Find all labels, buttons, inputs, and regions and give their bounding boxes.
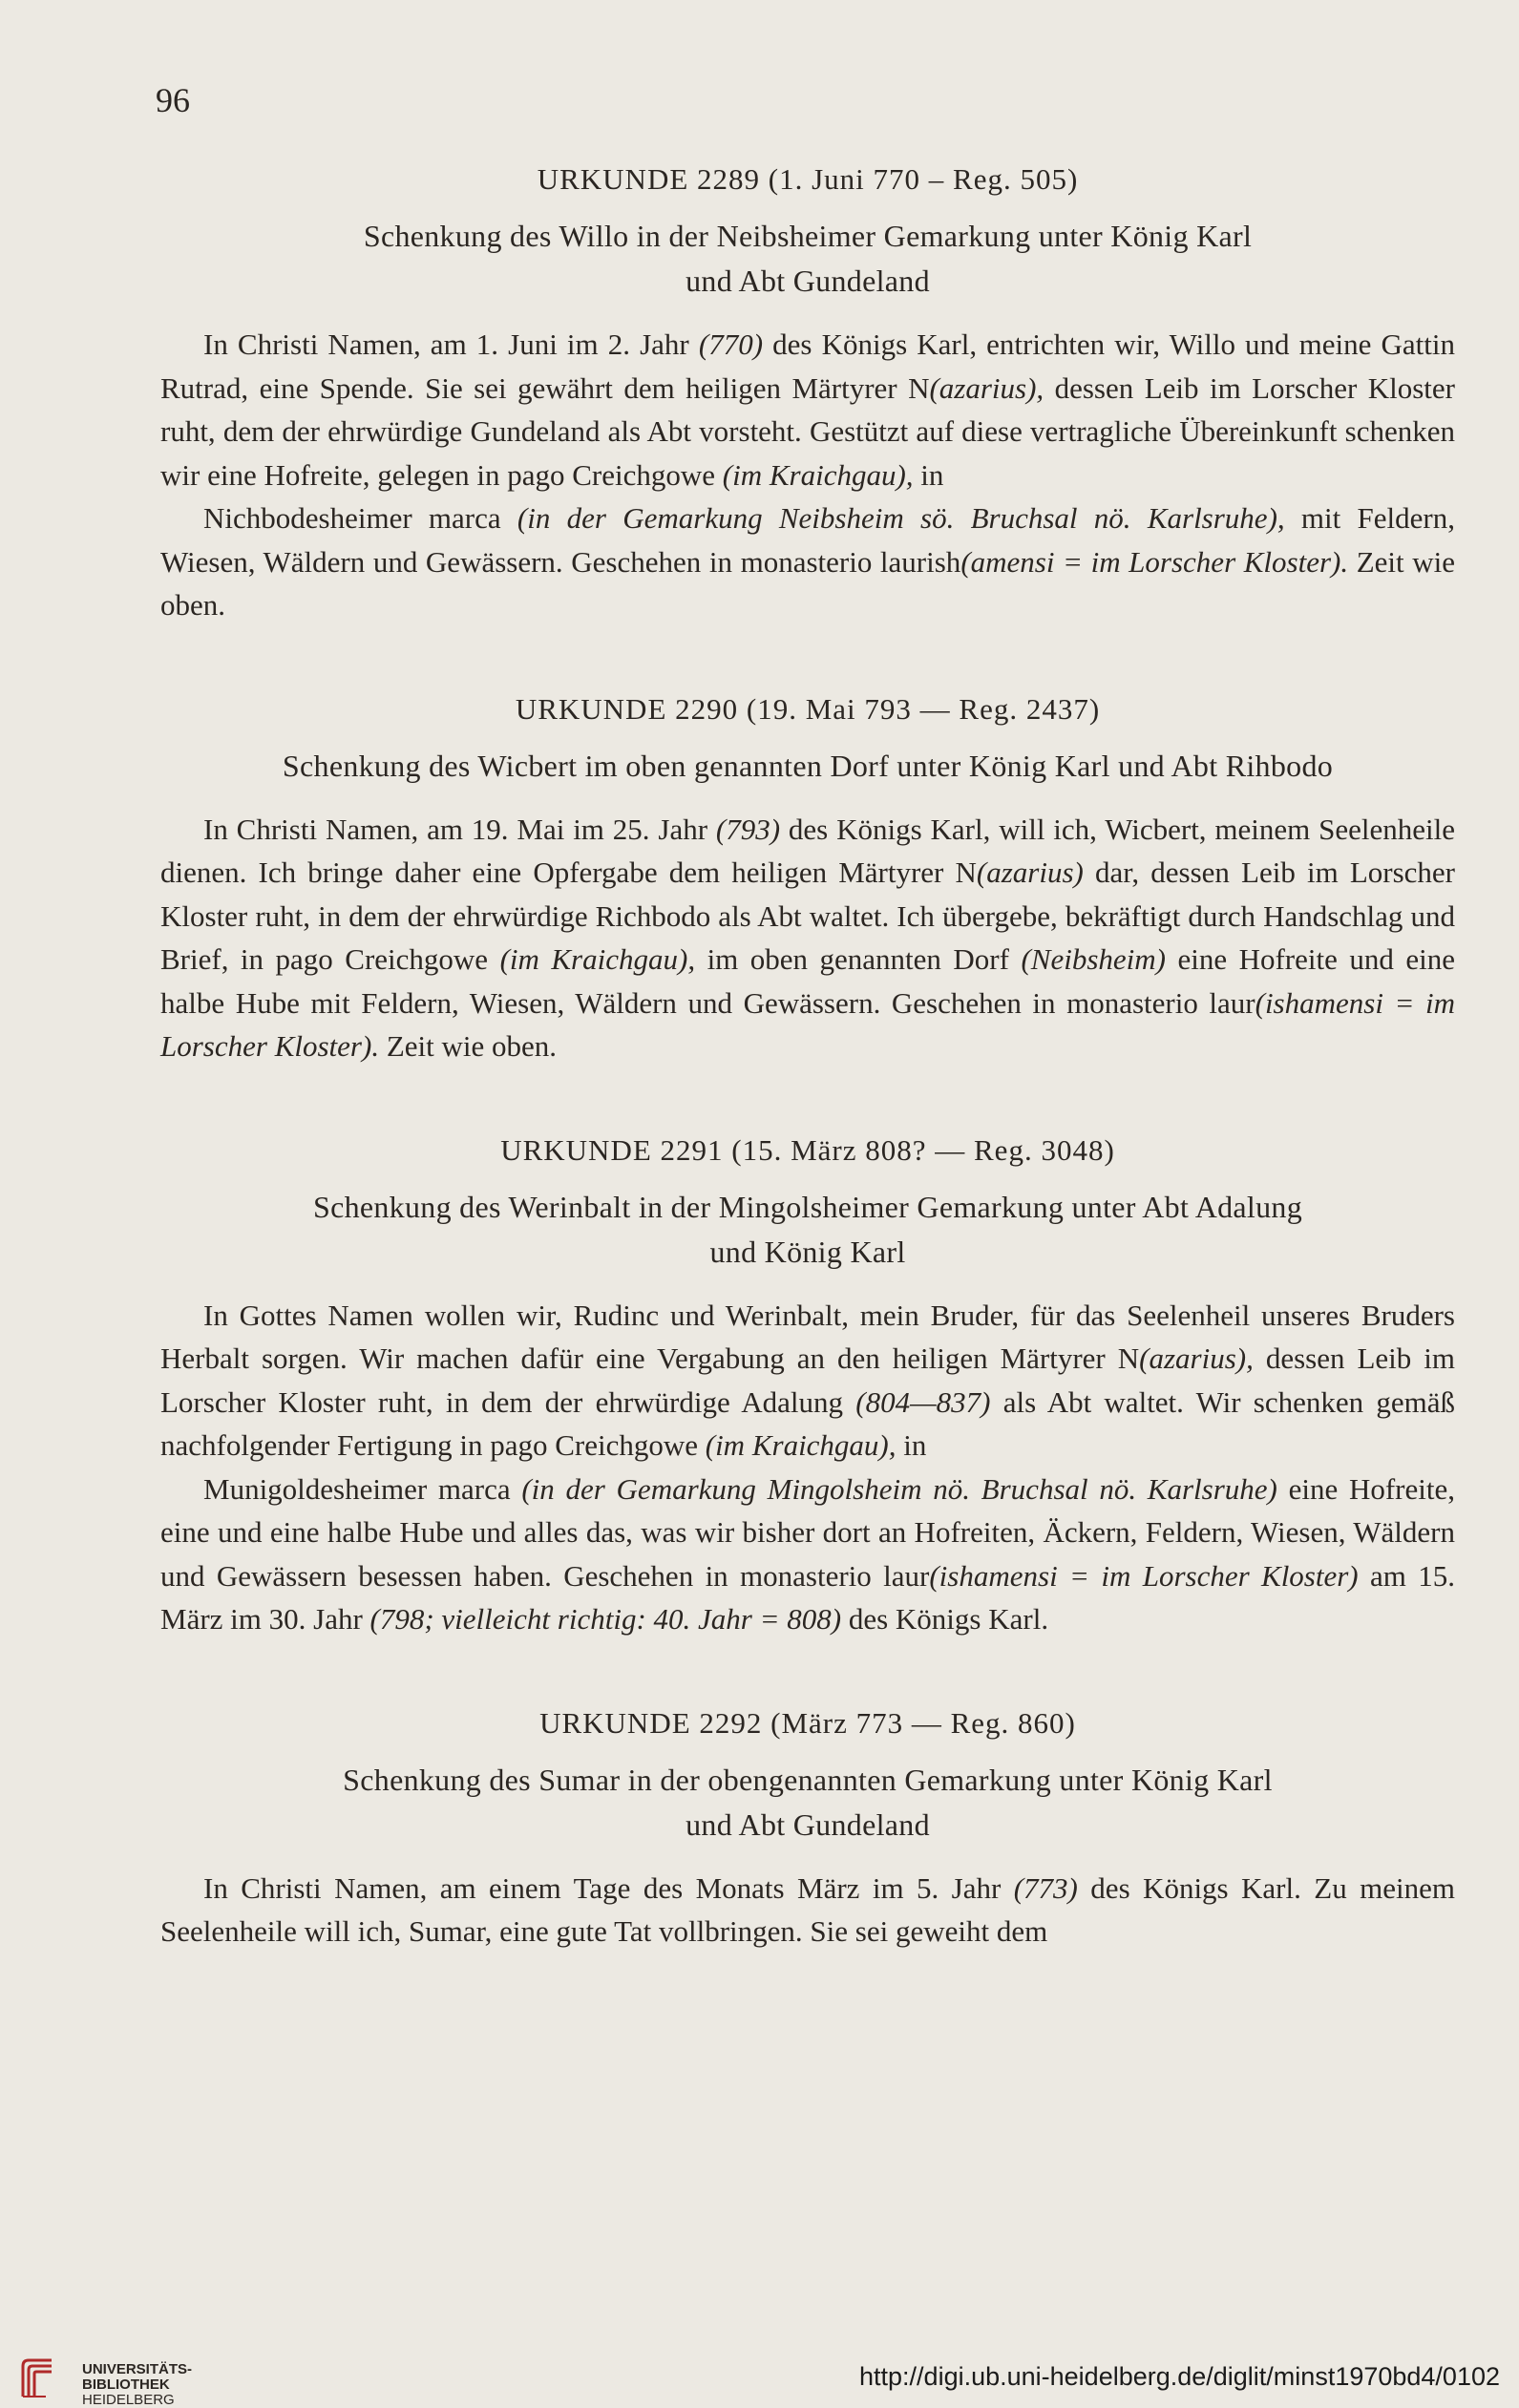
text-segment: im oben genannten Dorf <box>695 942 1022 976</box>
urkunde-title-line: Schenkung des Willo in der Neibsheimer Gemarkung unter König Karl <box>363 219 1253 253</box>
italic-annotation: (im Kraichgau), <box>499 942 696 976</box>
page-number: 96 <box>156 81 190 119</box>
university-library-logo-icon <box>17 2356 57 2400</box>
urkunde-section <box>160 692 1455 1068</box>
italic-annotation: (azarius) <box>976 855 1084 889</box>
urkunde-title-line: und König Karl <box>709 1234 906 1269</box>
text-segment: in <box>913 457 944 492</box>
text-segment: des Königs Karl. Zu meinem Seelenheile will ich, Sumar, eine gute Tat vollbringen. Sie sei geweiht dem <box>160 1870 1455 1948</box>
italic-annotation: (Neibsheim) <box>1021 942 1166 976</box>
italic-annotation: (azarius), <box>929 370 1044 405</box>
text-segment: dessen Leib im Lorscher Kloster ruht, dem der ehrwürdige Gundeland als Abt vorsteht. Gestützt auf diese vertragliche Übereinkunft schenken wir eine Hofreite, gelegen in pago Creichgowe <box>160 370 1455 492</box>
document-body <box>160 162 1455 2018</box>
italic-annotation: (in der Gemarkung Mingolsheim nö. Bruchsal nö. Karlsruhe) <box>521 1471 1277 1506</box>
text-segment: In Christi Namen, am 1. Juni im 2. Jahr <box>203 327 699 361</box>
italic-annotation: (ishamensi = im Lorscher Kloster). <box>160 985 1455 1063</box>
text-segment: Nichbodesheimer marca <box>203 501 517 535</box>
text-segment: eine Hofreite und eine halbe Hube mit Feldern, Wiesen, Wäldern und Gewässern. Geschehen in monasterio laur <box>160 942 1455 1020</box>
urkunde-title-line: Schenkung des Sumar in der obengenannten Gemarkung unter König Karl <box>343 1762 1273 1797</box>
urkunde-title-line: Schenkung des Wicbert im oben genannten Dorf unter König Karl und Abt Rihbodo <box>282 748 1334 783</box>
italic-annotation: (770) <box>698 327 764 361</box>
italic-annotation: (in der Gemarkung Neibsheim sö. Bruchsal nö. Karlsruhe), <box>517 501 1285 535</box>
italic-annotation: (im Kraichgau), <box>705 1428 897 1462</box>
urkunde-title-line: Schenkung des Werinbalt in der Mingolsheimer Gemarkung unter Abt Adalung <box>312 1189 1303 1224</box>
text-segment: am 15. März im 30. Jahr <box>160 1558 1455 1636</box>
urkunde-heading: URKUNDE 2292 (März 773 — Reg. 860) <box>539 1705 1076 1740</box>
italic-annotation: (793) <box>715 812 781 846</box>
library-name-line: HEIDELBERG <box>82 2392 175 2408</box>
text-segment: des Königs Karl, will ich, Wicbert, meinem Seelenheile dienen. Ich bringe daher eine Opfergabe dem heiligen Märtyrer N <box>160 812 1455 889</box>
italic-annotation: (amensi = im Lorscher Kloster). <box>960 544 1349 579</box>
text-segment: Zeit wie oben. <box>379 1029 558 1063</box>
text-segment: als Abt waltet. Wir schenken gemäß nachfolgender Fertigung in pago Creichgowe <box>160 1384 1455 1462</box>
urkunde-section <box>160 1706 1455 1954</box>
urkunde-paragraph <box>160 1294 1455 1468</box>
text-segment: Munigoldesheimer marca <box>203 1471 522 1506</box>
urkunde-section <box>160 162 1455 627</box>
source-url-link[interactable]: http://digi.ub.uni-heidelberg.de/diglit/minst1970bd4/0102 <box>859 2362 1500 2391</box>
text-segment: mit Feldern, Wiesen, Wäldern und Gewässern. Geschehen in monasterio laurish <box>160 501 1455 579</box>
urkunde-heading: URKUNDE 2290 (19. Mai 793 — Reg. 2437) <box>515 691 1101 726</box>
library-name <box>82 2362 192 2408</box>
urkunde-paragraph <box>160 496 1455 627</box>
urkunde-section <box>160 1133 1455 1641</box>
urkunde-title-line: und Abt Gundeland <box>686 1806 930 1842</box>
urkunde-title <box>160 744 1455 789</box>
library-name-line: BIBLIOTHEK <box>82 2376 170 2393</box>
italic-annotation: (798; vielleicht richtig: 40. Jahr = 808) <box>369 1602 842 1636</box>
text-segment: eine Hofreite, eine und eine halbe Hube und alles das, was wir bisher dort an Hofreiten, Äckern, Feldern, Wiesen, Wäldern und Gewässern besessen haben. Geschehen in monasterio laur <box>160 1471 1455 1593</box>
text-segment: in <box>896 1428 927 1462</box>
urkunde-title <box>160 214 1455 304</box>
text-segment: Zeit wie oben. <box>160 544 1455 622</box>
text-segment: dessen Leib im Lorscher Kloster ruht, in dem der ehrwürdige Adalung <box>160 1341 1456 1419</box>
italic-annotation: (azarius), <box>1139 1341 1254 1375</box>
text-segment: des Königs Karl, entrichten wir, Willo und meine Gattin Rutrad, eine Spende. Sie sei gewährt dem heiligen Märtyrer N <box>160 327 1455 405</box>
urkunde-paragraph <box>160 1468 1455 1641</box>
library-name-line: UNIVERSITÄTS- <box>82 2361 193 2377</box>
italic-annotation: (im Kraichgau), <box>722 457 914 492</box>
italic-annotation: (804—837) <box>855 1384 991 1419</box>
urkunde-paragraph <box>160 323 1455 496</box>
urkunde-title <box>160 1758 1455 1848</box>
urkunde-title <box>160 1185 1455 1275</box>
text-segment: In Christi Namen, am einem Tage des Monats März im 5. Jahr <box>203 1870 1014 1905</box>
text-segment: In Christi Namen, am 19. Mai im 25. Jahr <box>203 812 716 846</box>
urkunde-heading: URKUNDE 2289 (1. Juni 770 – Reg. 505) <box>537 162 1079 196</box>
italic-annotation: (ishamensi = im Lorscher Kloster) <box>929 1558 1359 1593</box>
text-segment: dar, dessen Leib im Lorscher Kloster ruht, in dem der ehrwürdige Richbodo als Abt waltet. Ich übergebe, bekräftigt durch Handschlag und Brief, in pago Creichgowe <box>160 855 1456 976</box>
urkunde-paragraph <box>160 808 1455 1068</box>
urkunde-title-line: und Abt Gundeland <box>686 264 930 298</box>
text-segment: In Gottes Namen wollen wir, Rudinc und Werinbalt, mein Bruder, für das Seelenheil unseres Bruders Herbalt sorgen. Wir machen dafür eine Vergabung an den heiligen Märtyrer N <box>160 1298 1455 1375</box>
italic-annotation: (773) <box>1013 1870 1078 1905</box>
urkunde-paragraph <box>160 1867 1455 1954</box>
urkunde-heading: URKUNDE 2291 (15. März 808? — Reg. 3048) <box>500 1132 1115 1167</box>
text-segment: des Königs Karl. <box>841 1602 1049 1636</box>
